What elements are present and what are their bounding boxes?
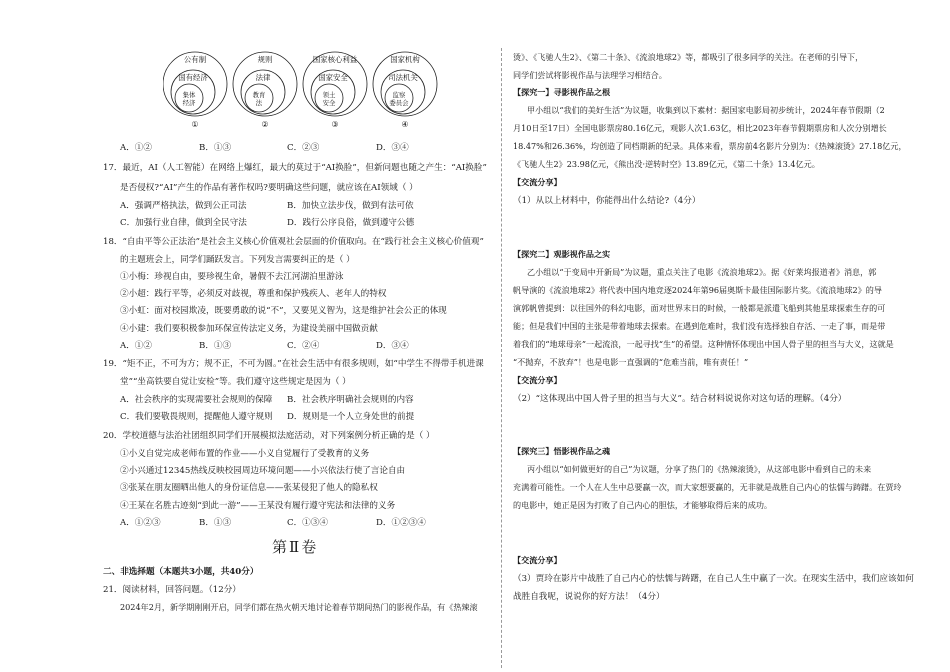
explore3-line-3: 的电影中，她正是因为打败了自己内心的胆怯，才能够取得后来的成功。 [513, 500, 773, 510]
diagram-4-inner: 监察 [392, 91, 406, 99]
explore1-line-2: 月10日至17日）全国电影票房80.16亿元，观影人次1.63亿，相比2023年春节假期票房和人次分别增长 [513, 123, 887, 133]
q17-option-a: A．强调严格执法，做到公正司法 [120, 201, 247, 211]
q19-stem-2: 堂”“坐高铁要自觉让安检”等。我们遵守这些规定是因为（ ） [120, 377, 351, 387]
explore3-line-2: 充满着可能性。一个人在人生中总要赢一次，而大家想要赢的，无非就是战胜自己内心的怯懦与踌躇。在贾玲 [513, 482, 902, 492]
q21-material-1: 2024年2月，新学期刚刚开启，同学们都在热火朝天地讨论着春节期间热门的影视作品，有《热辣滚 [120, 602, 478, 612]
material-continued-2: 同学们尝试将影视作品与法理学习相结合。 [513, 70, 667, 80]
q16-option-a: A．①② [120, 143, 152, 153]
diagram-2 [233, 52, 297, 129]
explore1-title: 【探究一】寻影视作品之根 [513, 87, 611, 97]
q20-item-2: ②小兴通过12345热线反映校园周边环境问题——小兴依法行使了言论自由 [120, 466, 406, 476]
q16-option-d: D．③④ [376, 143, 409, 153]
diagram-1-num: ① [191, 120, 199, 129]
share-label-3: 【交流分享】 [513, 555, 562, 565]
diagram-2-num: ② [261, 120, 269, 129]
q18-item-1: ①小梅：珍视自由，要珍视生命，暑假不去江河湖泊里游泳 [120, 272, 344, 282]
concept-diagrams [163, 48, 453, 130]
explore2-line-3: 演郭帆曾提到：以往国外的科幻电影，面对世界末日的时候，一般都是派遣飞船到其他星球探索生存的可 [513, 303, 886, 313]
q19-option-a: A．社会秩序的实现需要社会规则的保障 [120, 395, 273, 405]
diagram-3-num: ③ [331, 120, 339, 129]
share-label-1: 【交流分享】 [513, 177, 562, 187]
question-3-line-1: （3）贾玲在影片中战胜了自己内心的怯懦与踌躇，在自己人生中赢了一次。在现实生活中，我们应该如何 [513, 574, 914, 584]
q17-option-c: C．加强行业自律，做到全民守法 [120, 218, 247, 228]
explore1-line-4: 《飞驰人生2》23.98亿元，《熊出没·逆转时空》13.89亿元，《第二十条》13.4亿元。 [513, 159, 820, 169]
explore2-title: 【探究二】观影视作品之实 [513, 249, 611, 259]
diagram-2-middle: 法律 [255, 73, 271, 82]
q16-option-c: C．②③ [287, 143, 320, 153]
q20-option-d: D．①②③④ [376, 518, 426, 528]
section-title: 二、非选择题（本题共3小题，共40分） [103, 567, 259, 577]
q19-option-b: B．社会秩序明确社会规则的内容 [287, 395, 414, 405]
q18-item-4: ④小建：我们要积极参加环保宣传法定义务，为建设美丽中国做贡献 [120, 324, 378, 334]
column-divider [501, 48, 502, 668]
explore2-line-5: 着我们的“地球母亲”一起流浪，一起寻找“生”的希望。这种情怀体现出中国人骨子里的担当与大义，这就是 [513, 339, 894, 349]
diagram-2-inner2: 法 [255, 99, 263, 107]
q20-stem: 20．学校道德与法治社团组织同学们开展模拟法庭活动，对下列案例分析正确的是（ ） [103, 431, 435, 441]
q17-stem-2: 是否侵权?“AI”产生的作品有著作权吗?要明确这些问题，就应该在AI领域（ ） [120, 183, 418, 193]
explore3-title: 【探究三】悟影视作品之魂 [513, 446, 611, 456]
q18-option-b: B．①③ [199, 341, 232, 351]
question-3-line-2: 战胜自我呢，说说你的好方法！（4分） [513, 592, 665, 602]
question-1: （1）从以上材料中，你能得出什么结论?（4分） [513, 196, 701, 206]
diagram-1-middle: 国有经济 [178, 73, 208, 82]
q18-option-c: C．②④ [287, 341, 320, 351]
explore1-line-1: 甲小组以“我们的美好生活”为议题，收集到以下素材：据国家电影局初步统计，2024年春节假期（2 [527, 105, 885, 115]
q18-option-a: A．①② [120, 341, 152, 351]
diagram-1-outer: 公有制 [183, 55, 207, 64]
diagram-4-inner2: 委员会 [389, 99, 409, 107]
explore3-line-1: 丙小组以“如何做更好的自己”为议题，分享了热门的《热辣滚烫》，从这部电影中看到自己的未来 [527, 464, 872, 474]
q21-stem: 21．阅读材料，回答问题。（12分） [103, 585, 241, 595]
question-2: （2）“这体现出中国人骨子里的担当与大义”。结合材料说说你对这句话的理解。（4分） [513, 394, 847, 404]
q20-item-1: ①小义自觉完成老师布置的作业——小义自觉履行了受教育的义务 [120, 449, 370, 459]
diagram-1-inner2: 经济 [182, 99, 196, 107]
diagram-4 [373, 52, 437, 129]
diagram-3-inner: 领土 [322, 91, 336, 99]
q16-option-b: B．①③ [199, 143, 232, 153]
q20-item-3: ③张某在朋友圈晒出他人的身份证信息——张某侵犯了他人的隐私权 [120, 483, 378, 493]
diagram-3-outer: 国家核心利益 [312, 55, 358, 64]
q19-option-d: D．规则是一个人立身处世的前提 [287, 412, 415, 422]
q18-option-d: D．③④ [376, 341, 409, 351]
diagram-1 [163, 52, 227, 129]
diagram-4-num: ④ [401, 120, 409, 129]
q20-option-c: C．①③④ [287, 518, 328, 528]
diagram-4-outer: 国家机构 [390, 55, 420, 64]
share-label-2: 【交流分享】 [513, 375, 562, 385]
diagram-2-inner: 教育 [252, 91, 266, 99]
part2-title: 第Ⅱ卷 [272, 538, 319, 556]
diagram-3-middle: 国家安全 [318, 73, 348, 82]
q19-option-c: C．我们要敬畏规则，提醒他人遵守规则 [120, 412, 273, 422]
diagram-3-inner2: 安全 [322, 99, 336, 107]
diagram-4-middle: 司法机关 [388, 73, 418, 82]
explore2-line-6: “不抛弃，不放弃”！也是电影一直强调的“危难当前，唯有责任！” [513, 357, 749, 367]
diagram-1-inner: 集体 [182, 91, 196, 99]
q17-option-d: D．践行公序良俗，做到遵守公德 [287, 218, 415, 228]
explore1-line-3: 18.47%和26.36%，均创造了同档期新的纪录。具体来看，票房前4名影片分别为：《热辣滚烫》27.18亿元， [513, 141, 907, 151]
diagram-2-outer: 规则 [257, 55, 273, 64]
q20-option-b: B．①③ [199, 518, 232, 528]
explore2-line-4: 能；但是我们中国的主张是带着地球去探索。在遇到危难时，我们没有选择独自存活、一走了事，而是带 [513, 321, 886, 331]
material-continued-1: 烫》、《飞驰人生2》、《第二十条》、《流浪地球2》等，都吸引了很多同学的关注。在老师的引导下， [513, 52, 864, 62]
q20-item-4: ④王某在名胜古迹刻“到此一游”——王某没有履行遵守宪法和法律的义务 [120, 501, 396, 511]
explore2-line-1: 乙小组以“于变局中开新局”为议题，重点关注了电影《流浪地球2》。据《好莱坞报道者》消息，郭 [527, 267, 877, 277]
q17-stem-1: 17．最近，AI（人工智能）在网络上爆红，最大的莫过于“AI换脸”，但新问题也随之产生：“AI换脸” [103, 163, 487, 173]
explore2-line-2: 帆导演的《流浪地球2》将代表中国内地竞逐2024年第96届奥斯卡最佳国际影片奖。《流浪地球2》的导 [513, 285, 882, 295]
q19-stem-1: 19．“矩不正，不可为方；规不正，不可为圆。”在社会生活中有很多规则，如“中学生不得带手机进课 [103, 359, 484, 369]
q18-item-2: ②小超：践行平等，必须反对歧视，尊重和保护残疾人、老年人的特权 [120, 289, 387, 299]
q18-item-3: ③小虹：面对校园欺凌，既要勇敢的说“不”，又要见义智为，这是维护社会公正的体现 [120, 306, 447, 316]
q20-option-a: A．①②③ [120, 518, 161, 528]
q17-option-b: B．加快立法步伐，做到有法可依 [287, 201, 414, 211]
diagram-3 [303, 52, 367, 129]
q18-stem-2: 的主题班会上，同学们踊跃发言。下列发言需要纠正的是（ ） [120, 255, 355, 265]
q18-stem-1: 18．“自由平等公正法治”是社会主义核心价值观社会层面的价值取向。在“践行社会主义核心价值观” [103, 237, 484, 247]
